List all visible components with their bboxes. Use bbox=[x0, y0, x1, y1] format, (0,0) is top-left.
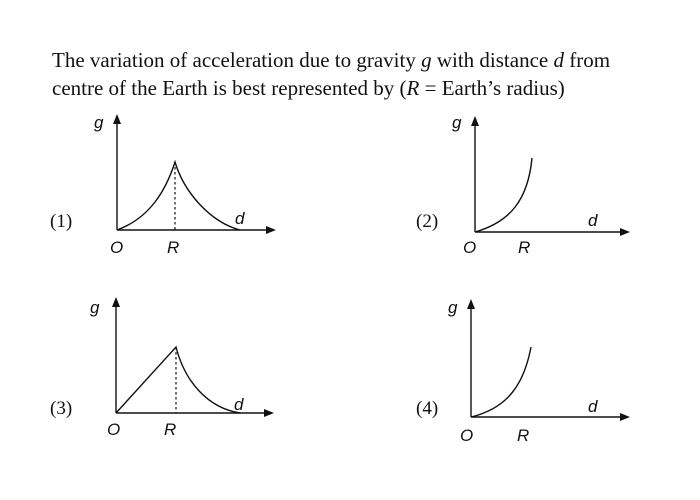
option-1-R-label: R bbox=[167, 238, 180, 257]
option-1-label[interactable]: (1) bbox=[50, 211, 73, 232]
option-2-x-arrow bbox=[620, 228, 630, 236]
option-3-curve bbox=[116, 347, 240, 413]
option-3-x-arrow bbox=[264, 409, 274, 417]
option-2-y-label: g bbox=[452, 113, 462, 132]
symbol-R: R bbox=[406, 76, 420, 100]
symbol-d: d bbox=[553, 48, 564, 72]
option-3-label[interactable]: (3) bbox=[50, 398, 73, 419]
option-1-y-label: g bbox=[94, 113, 104, 132]
question-line2-a: centre of the Earth is best represented by ( bbox=[52, 76, 407, 100]
question-line1-a: The variation of acceleration due to gravity bbox=[52, 48, 422, 72]
symbol-g: g bbox=[421, 48, 432, 72]
option-4-curve bbox=[471, 347, 531, 417]
option-2-x-label: d bbox=[588, 211, 598, 230]
option-4-x-label: d bbox=[588, 397, 598, 416]
option-2-y-arrow bbox=[471, 116, 479, 126]
option-1-y-arrow bbox=[113, 114, 121, 124]
option-3-origin-label: O bbox=[107, 420, 121, 439]
question-line2-b: = Earth’s radius) bbox=[419, 76, 565, 100]
question-line1-b: with distance bbox=[431, 48, 554, 72]
option-3-y-label: g bbox=[90, 298, 100, 317]
option-3-x-label: d bbox=[234, 395, 244, 414]
option-1-x-arrow bbox=[266, 226, 276, 234]
option-2-label[interactable]: (2) bbox=[416, 211, 439, 232]
option-1-origin-label: O bbox=[110, 238, 124, 257]
option-4-label[interactable]: (4) bbox=[416, 398, 439, 419]
option-2-origin-label: O bbox=[463, 238, 477, 257]
option-2-graph[interactable] bbox=[452, 113, 630, 257]
question-line1-c: from bbox=[563, 48, 611, 72]
option-4-graph[interactable] bbox=[448, 298, 630, 445]
option-4-x-arrow bbox=[620, 413, 630, 421]
option-1-x-label: d bbox=[235, 209, 245, 228]
option-4-origin-label: O bbox=[460, 426, 474, 445]
option-4-y-arrow bbox=[467, 299, 475, 309]
option-1-curve bbox=[117, 162, 240, 230]
option-3-graph[interactable] bbox=[90, 297, 274, 439]
option-3-R-label: R bbox=[164, 420, 177, 439]
option-3-y-arrow bbox=[112, 297, 120, 307]
option-1-graph[interactable] bbox=[94, 113, 276, 257]
option-2-curve bbox=[475, 158, 532, 232]
option-2-R-label: R bbox=[518, 238, 531, 257]
option-4-y-label: g bbox=[448, 298, 458, 317]
option-4-R-label: R bbox=[517, 426, 530, 445]
